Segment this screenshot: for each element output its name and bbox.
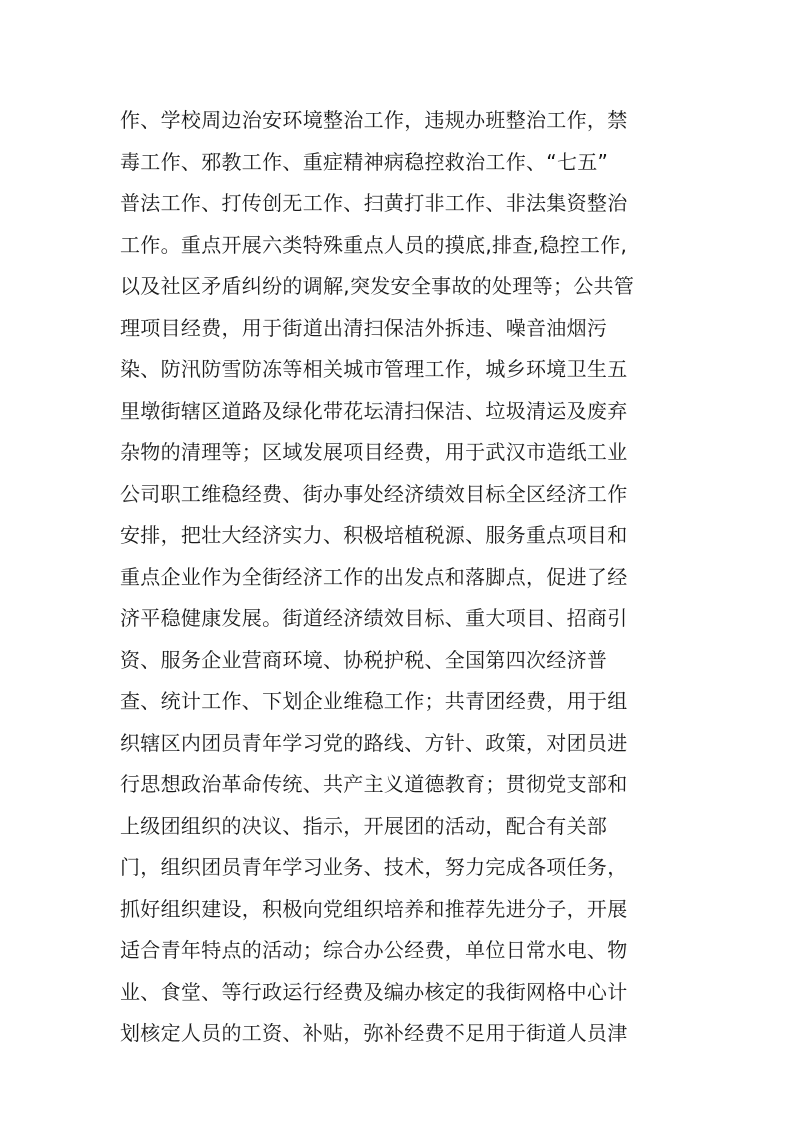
text-line: 行思想政治革命传统、共产主义道德教育；贯彻党支部和: [120, 772, 628, 796]
text-line: 以及社区矛盾纠纷的调解,突发安全事故的处理等；公共管: [120, 274, 635, 298]
body-paragraph: [120, 100, 680, 1055]
text-line: 资、服务企业营商环境、协税护税、全国第四次经济普: [120, 647, 608, 672]
text-line: 业、食堂、等行政运行经费及编办核定的我街网格中心计: [120, 979, 628, 1004]
text-line: 抓好组织建设，积极向党组织培养和推荐先进分子，开展: [120, 896, 628, 921]
text-line: 杂物的清理等；区域发展项目经费，用于武汉市造纸工业: [120, 440, 628, 464]
text-line: 普法工作、打传创无工作、扫黄打非工作、非法集资整治: [120, 191, 628, 215]
text-line: 上级团组织的决议、指示，开展团的活动，配合有关部: [120, 813, 608, 838]
text-line: 织辖区内团员青年学习党的路线、方针、政策，对团员进: [120, 730, 628, 755]
text-line: 理项目经费，用于街道出清扫保洁外拆违、噪音油烟污: [120, 315, 608, 340]
text-line: 工作。重点开展六类特殊重点人员的摸底,排查,稳控工作,: [120, 232, 628, 257]
text-line: 济平稳健康发展。街道经济绩效目标、重大项目、招商引: [120, 606, 628, 630]
text-line: 查、统计工作、下划企业维稳工作；共青团经费，用于组: [120, 689, 628, 713]
text-line: 里墩街辖区道路及绿化带花坛清扫保洁、垃圾清运及废弃: [120, 398, 628, 423]
text-line: 划核定人员的工资、补贴，弥补经费不足用于街道人员津: [120, 1021, 628, 1045]
text-line: 重点企业作为全街经济工作的出发点和落脚点，促进了经: [120, 564, 628, 589]
text-line: 染、防汛防雪防冻等相关城市管理工作，城乡环境卫生五: [120, 357, 628, 381]
text-line: 安排，把壮大经济实力、积极培植税源、服务重点项目和: [120, 523, 628, 547]
text-line: 毒工作、邪教工作、重症精神病稳控救治工作、“七五”: [120, 149, 609, 174]
text-line: 作、学校周边治安环境整治工作，违规办班整治工作，禁: [120, 108, 628, 132]
text-line: 适合青年特点的活动；综合办公经费，单位日常水电、物: [120, 938, 628, 962]
text-line: 门，组织团员青年学习业务、技术，努力完成各项任务，: [120, 855, 628, 879]
text-line: 公司职工维稳经费、街办事处经济绩效目标全区经济工作: [120, 481, 628, 506]
